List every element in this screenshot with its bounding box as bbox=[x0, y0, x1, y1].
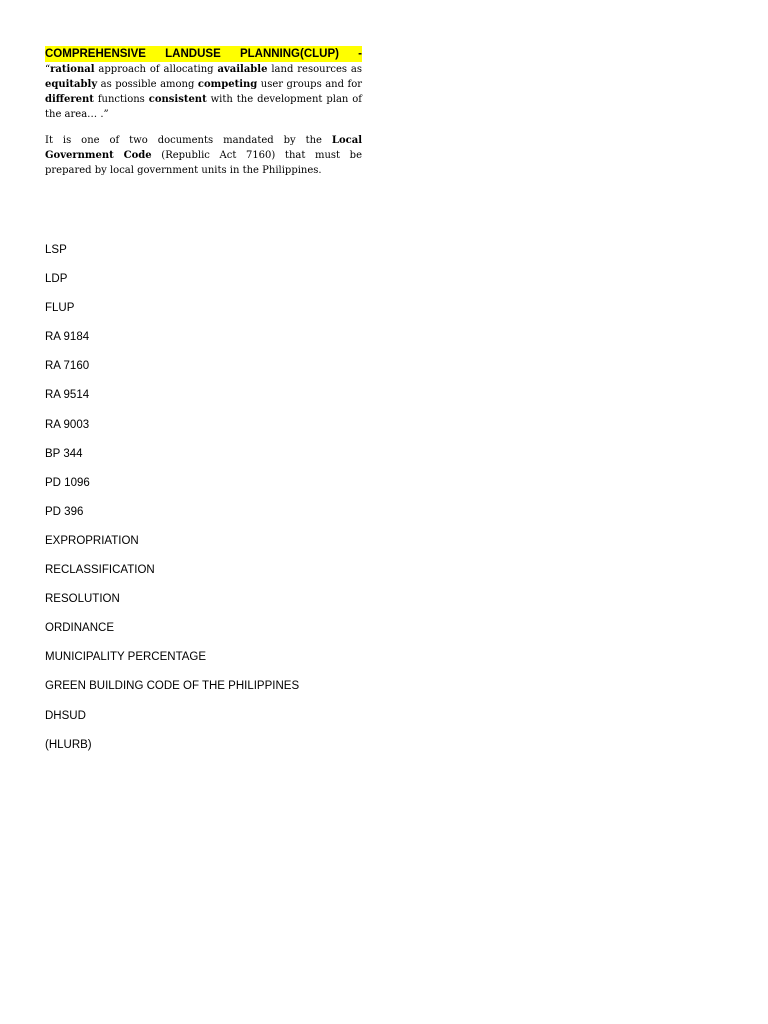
definition-body bbox=[45, 64, 362, 120]
heading-word: COMPREHENSIVE bbox=[45, 48, 146, 60]
text-run: approach of allocating bbox=[94, 64, 218, 75]
list-item: RESOLUTION bbox=[45, 593, 120, 606]
bold-run: available bbox=[217, 64, 268, 75]
clup-definition bbox=[45, 46, 362, 122]
bold-run: rational bbox=[50, 64, 95, 75]
list-item: LDP bbox=[45, 273, 68, 286]
text-run: as possible among bbox=[97, 79, 198, 90]
bold-run: different bbox=[45, 94, 94, 105]
list-item: (HLURB) bbox=[45, 738, 92, 751]
mandate-paragraph bbox=[45, 133, 362, 178]
text-run: It is one of two documents mandated by the bbox=[45, 135, 332, 146]
list-item: BP 344 bbox=[45, 447, 83, 460]
document-page bbox=[45, 46, 362, 178]
terms-list bbox=[45, 240, 299, 764]
text-run: user groups and for bbox=[257, 79, 362, 90]
heading-word: LANDUSE bbox=[165, 48, 221, 60]
text-run: “ bbox=[45, 64, 51, 75]
clup-heading-highlight bbox=[45, 46, 362, 62]
list-item: RA 9184 bbox=[45, 331, 90, 344]
list-item: EXPROPRIATION bbox=[45, 534, 139, 547]
list-item: ORDINANCE bbox=[45, 622, 115, 635]
list-item: PD 1096 bbox=[45, 476, 90, 489]
list-item: RECLASSIFICATION bbox=[45, 564, 155, 577]
text-run: land resources as bbox=[267, 64, 362, 75]
list-item: PD 396 bbox=[45, 505, 84, 518]
bold-run: equitably bbox=[45, 79, 98, 90]
heading-word: - bbox=[358, 48, 362, 60]
list-item: LSP bbox=[45, 244, 67, 256]
bold-run: consistent bbox=[148, 94, 207, 105]
bold-run: Local Government Code bbox=[45, 135, 362, 161]
bold-run: competing bbox=[197, 79, 258, 90]
text-run: (Republic Act 7160) that must be prepared by local government units in the Philippines. bbox=[45, 150, 362, 176]
list-item: RA 9003 bbox=[45, 418, 90, 431]
list-item: DHSUD bbox=[45, 709, 86, 722]
list-item: RA 7160 bbox=[45, 360, 90, 373]
text-run: with the development plan of the area… .” bbox=[45, 94, 362, 120]
text-run: functions bbox=[93, 94, 149, 105]
list-item: RA 9514 bbox=[45, 389, 90, 402]
list-item: MUNICIPALITY PERCENTAGE bbox=[45, 651, 207, 664]
list-item: GREEN BUILDING CODE OF THE PHILIPPINES bbox=[45, 680, 300, 693]
list-item: FLUP bbox=[45, 302, 75, 315]
heading-word: PLANNING(CLUP) bbox=[239, 48, 339, 60]
